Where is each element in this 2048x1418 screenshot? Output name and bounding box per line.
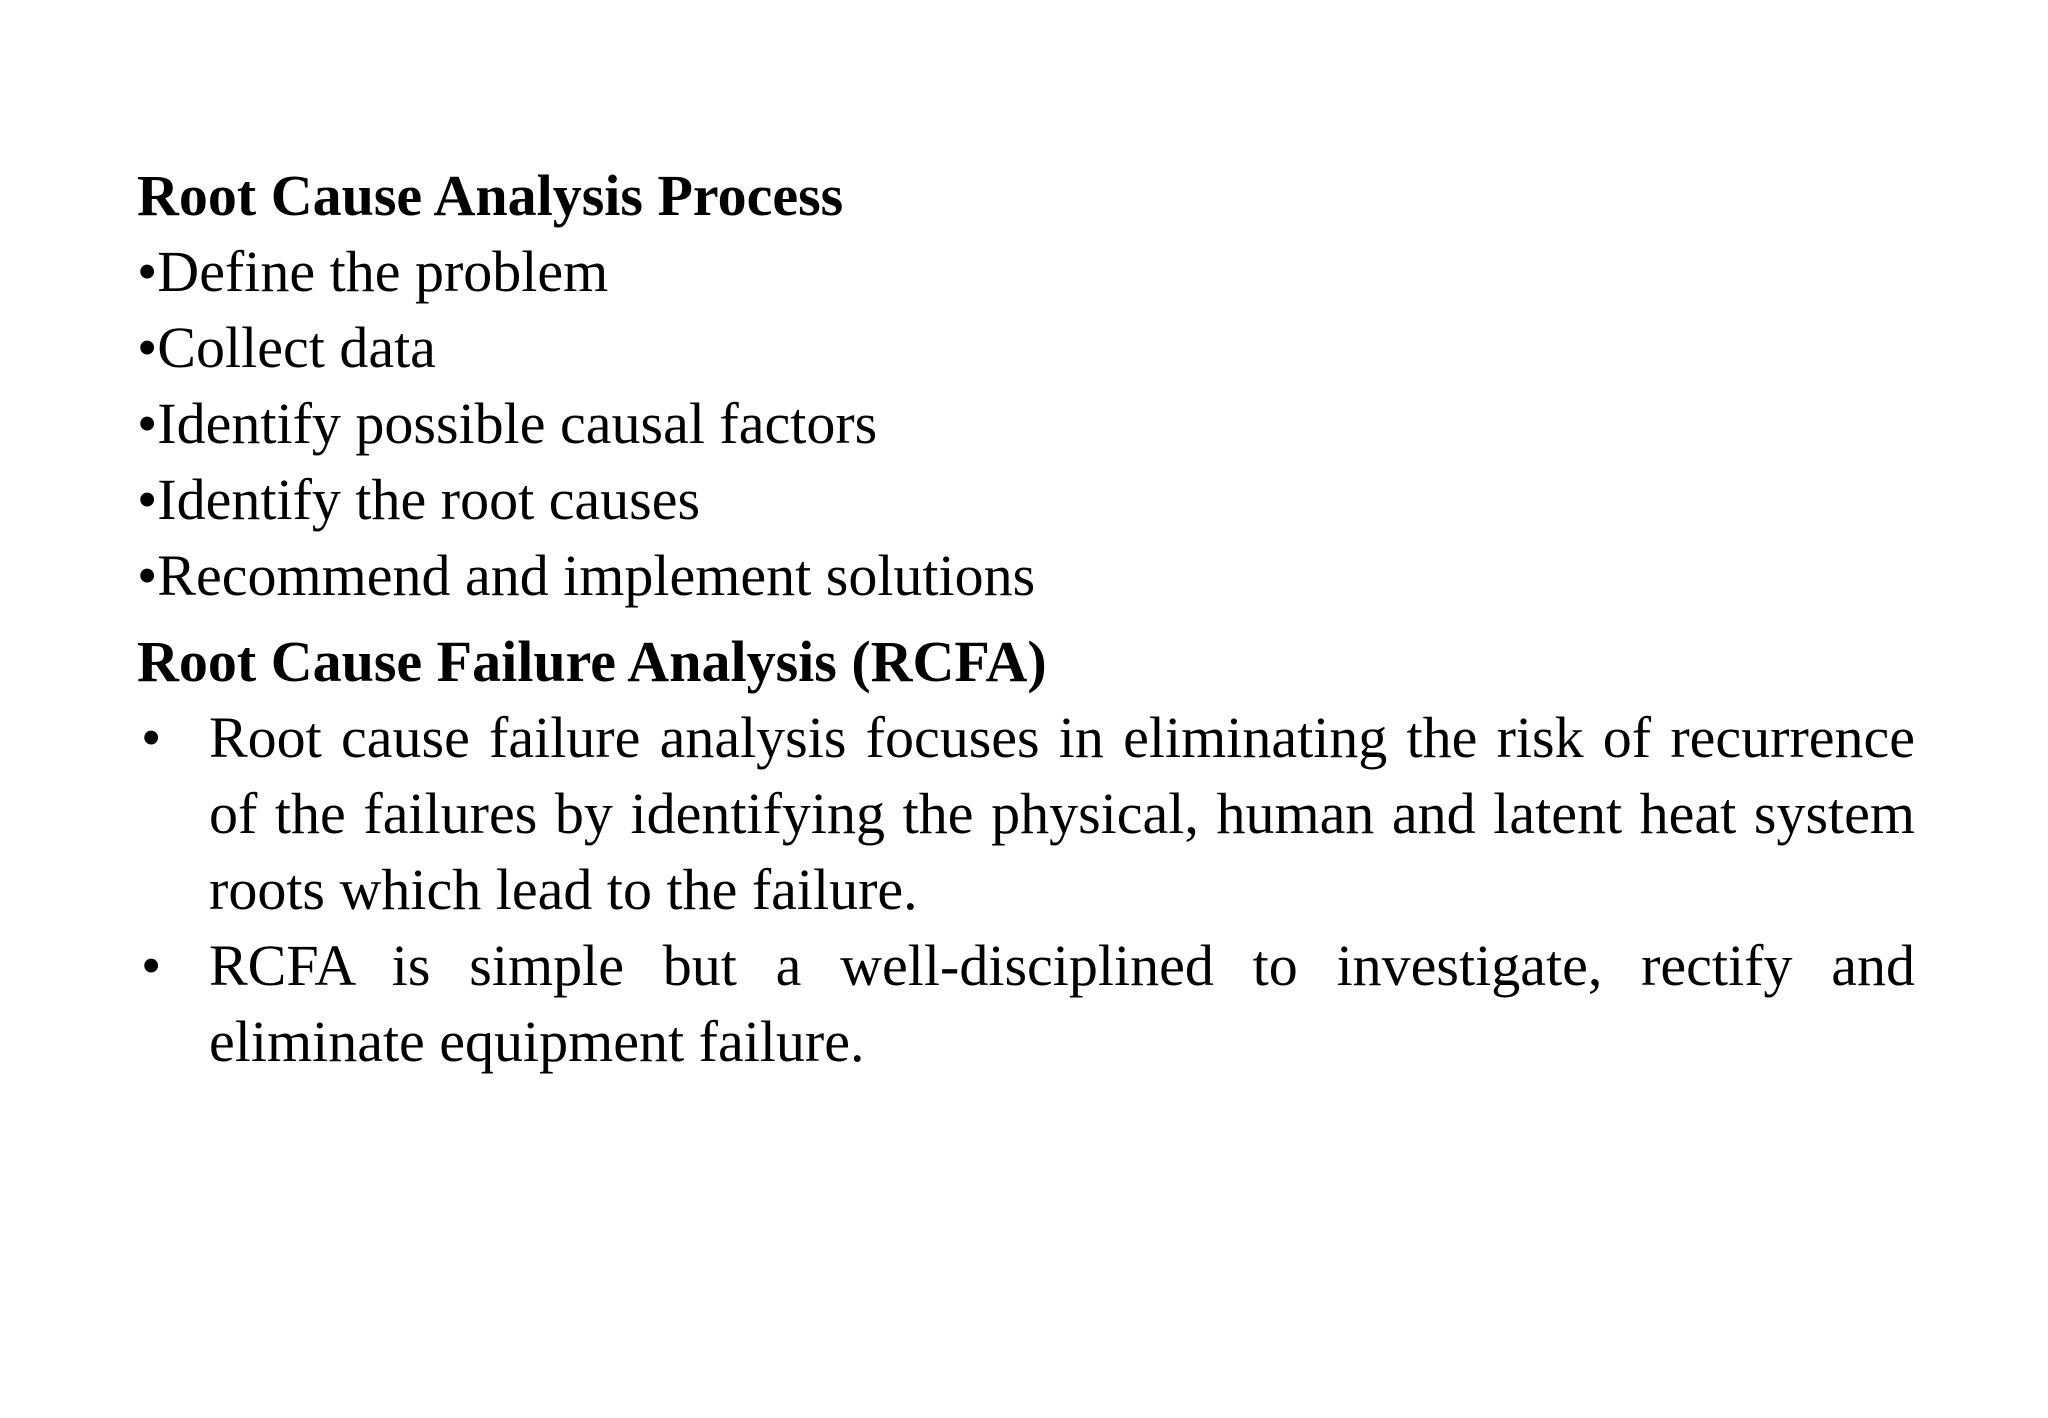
process-step: •Define the problem <box>137 239 609 304</box>
process-step: •Collect data <box>137 315 436 380</box>
slide-content <box>137 158 1919 1080</box>
rcfa-point-text: RCFA is simple but a well-disciplined to investigate, rectify and eliminate equipment failure. <box>209 933 1915 1074</box>
bullet-icon: • <box>141 705 162 770</box>
process-step: •Identify possible causal factors <box>137 391 878 456</box>
bullet-icon: • <box>141 933 162 998</box>
rcfa-points-list <box>137 700 1919 1080</box>
rcfa-point <box>137 928 1919 1080</box>
rcfa-point <box>137 700 1919 928</box>
process-step: •Recommend and implement solutions <box>137 543 1036 608</box>
rcfa-heading: Root Cause Failure Analysis (RCFA) <box>137 629 1047 694</box>
rcfa-point-text: Root cause failure analysis focuses in eliminating the risk of recurrence of the failures by identifying the physical, human and latent heat system roots which lead to the failure. <box>209 705 1915 922</box>
process-heading: Root Cause Analysis Process <box>137 163 844 228</box>
process-steps-list <box>137 234 1919 614</box>
process-step: •Identify the root causes <box>137 467 701 532</box>
